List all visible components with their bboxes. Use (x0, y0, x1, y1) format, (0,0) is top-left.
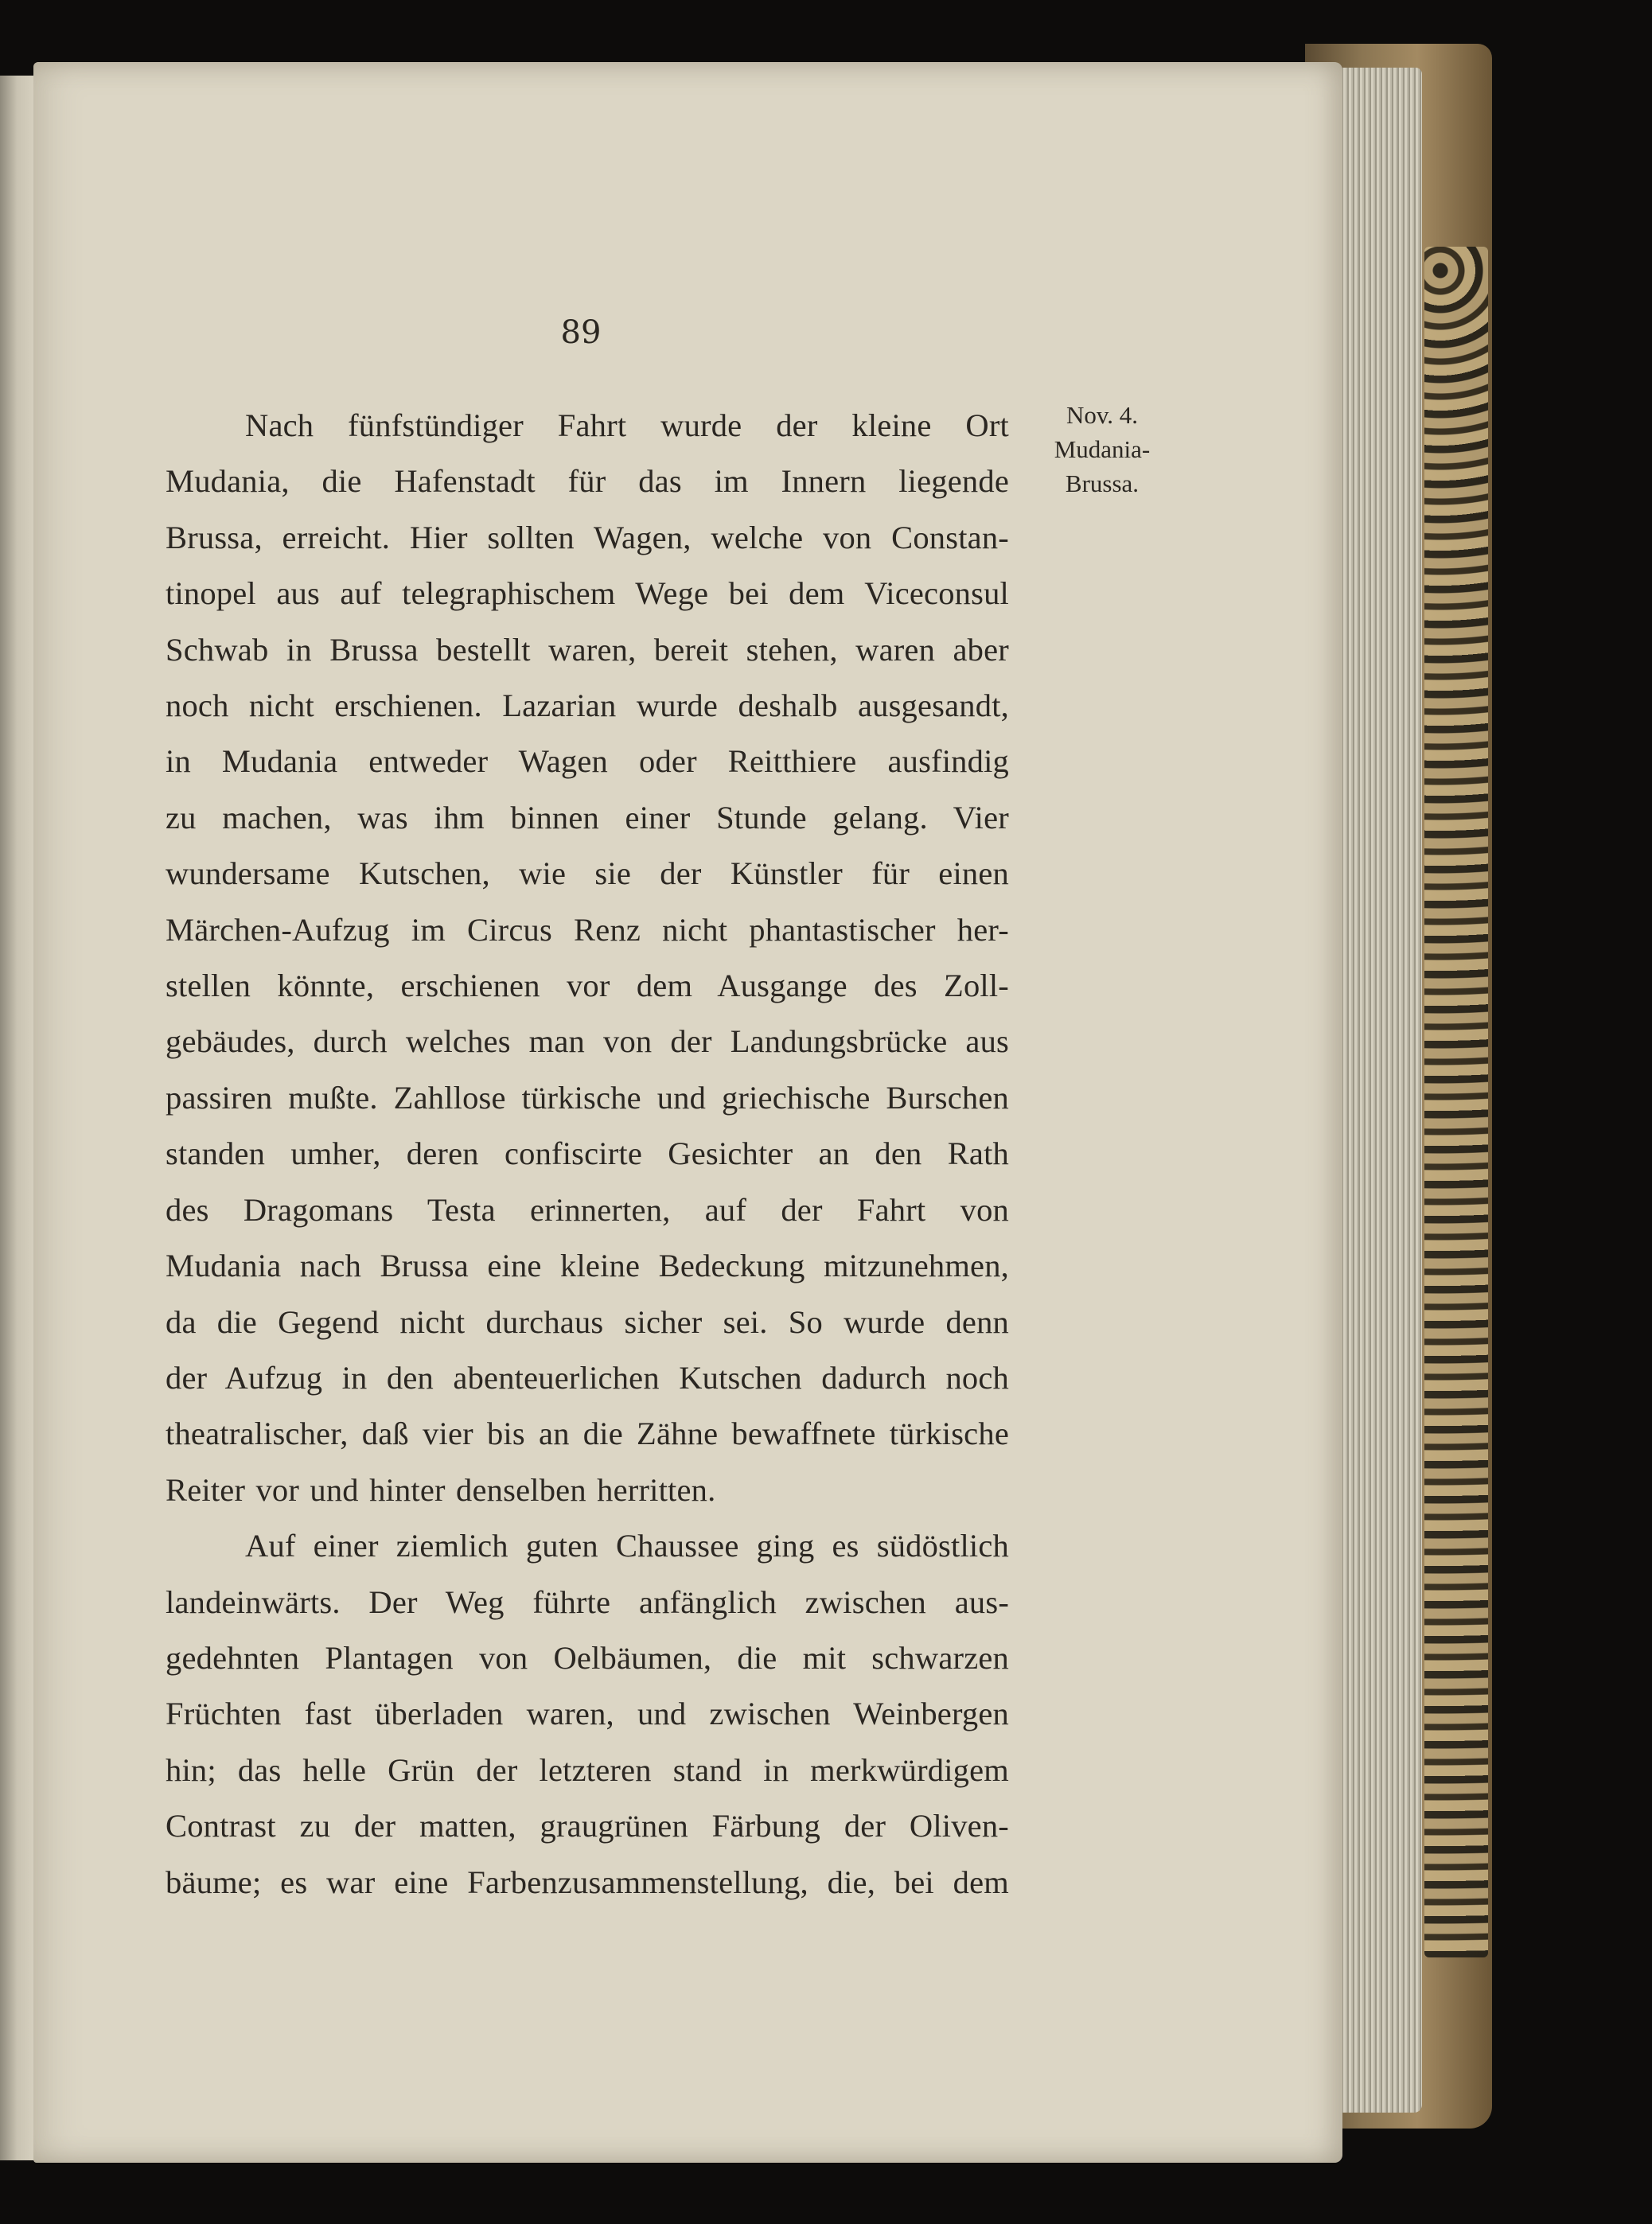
text-line: Auf einer ziemlich guten Chaussee ging es südöstlich (245, 1528, 1009, 1564)
margin-note (1034, 398, 1170, 500)
page-number: 89 (560, 314, 602, 351)
text-line: Schwab in Brussa bestellt waren, bereit stehen, waren aber (166, 631, 1009, 668)
text-line: des Dragomans Testa erinnerten, auf der Fahrt von (166, 1191, 1009, 1228)
text-line: standen umher, deren confiscirte Gesichter an den Rath (166, 1135, 1009, 1172)
text-line: Brussa, erreicht. Hier sollten Wagen, welche von Constan- (166, 519, 1009, 555)
margin-note-line: Brussa. (1065, 469, 1140, 497)
text-line: hin; das helle Grün der letzteren stand in merkwürdigem (166, 1751, 1009, 1788)
text-line: gedehnten Plantagen von Oelbäumen, die mit schwarzen (166, 1639, 1009, 1676)
text-line: passiren mußte. Zahllose türkische und griechische Burschen (166, 1079, 1009, 1116)
text-line: Nach fünfstündiger Fahrt wurde der kleine Ort (245, 407, 1009, 443)
margin-note-line: Nov. 4. (1066, 401, 1139, 429)
margin-note-line: Mudania- (1054, 435, 1151, 463)
text-line: Contrast zu der matten, graugrünen Färbung der Oliven- (166, 1808, 1009, 1844)
paragraph-2 (166, 1518, 1009, 1910)
marbled-cover-pattern (1424, 247, 1488, 1957)
text-line: da die Gegend nicht durchaus sicher sei. So wurde denn (166, 1303, 1009, 1340)
text-line: wundersame Kutschen, wie sie der Künstler für einen (166, 855, 1009, 892)
text-line: in Mudania entweder Wagen oder Reitthiere ausfindig (166, 743, 1009, 780)
text-line: noch nicht erschienen. Lazarian wurde deshalb ausgesandt, (166, 687, 1009, 724)
text-line: gebäudes, durch welches man von der Landungsbrücke aus (166, 1023, 1009, 1060)
text-line: landeinwärts. Der Weg führte anfänglich zwischen aus- (166, 1583, 1009, 1620)
text-line: theatralischer, daß vier bis an die Zähne bewaffnete türkische (166, 1416, 1009, 1452)
body-text (166, 398, 1009, 1910)
text-line: Märchen-Aufzug im Circus Renz nicht phantastischer her- (166, 911, 1009, 948)
text-line: Reiter vor und hinter denselben herritten. (166, 1471, 716, 1508)
text-line: bäume; es war eine Farbenzusammenstellung, die, bei dem (166, 1864, 1009, 1900)
previous-page-edge (0, 76, 38, 2160)
page-stack-edges (1331, 68, 1422, 2113)
paragraph-1 (166, 398, 1009, 1518)
text-line: stellen könnte, erschienen vor dem Ausgange des Zoll- (166, 968, 1009, 1004)
text-line: der Aufzug in den abenteuerlichen Kutschen dadurch noch (166, 1359, 1009, 1396)
text-line: Mudania, die Hafenstadt für das im Innern liegende (166, 463, 1009, 500)
text-line: Früchten fast überladen waren, und zwischen Weinbergen (166, 1696, 1009, 1732)
text-line: zu machen, was ihm binnen einer Stunde gelang. Vier (166, 799, 1009, 835)
text-line: Mudania nach Brussa eine kleine Bedeckung mitzunehmen, (166, 1248, 1009, 1284)
text-line: tinopel aus auf telegraphischem Wege bei dem Viceconsul (166, 575, 1009, 612)
